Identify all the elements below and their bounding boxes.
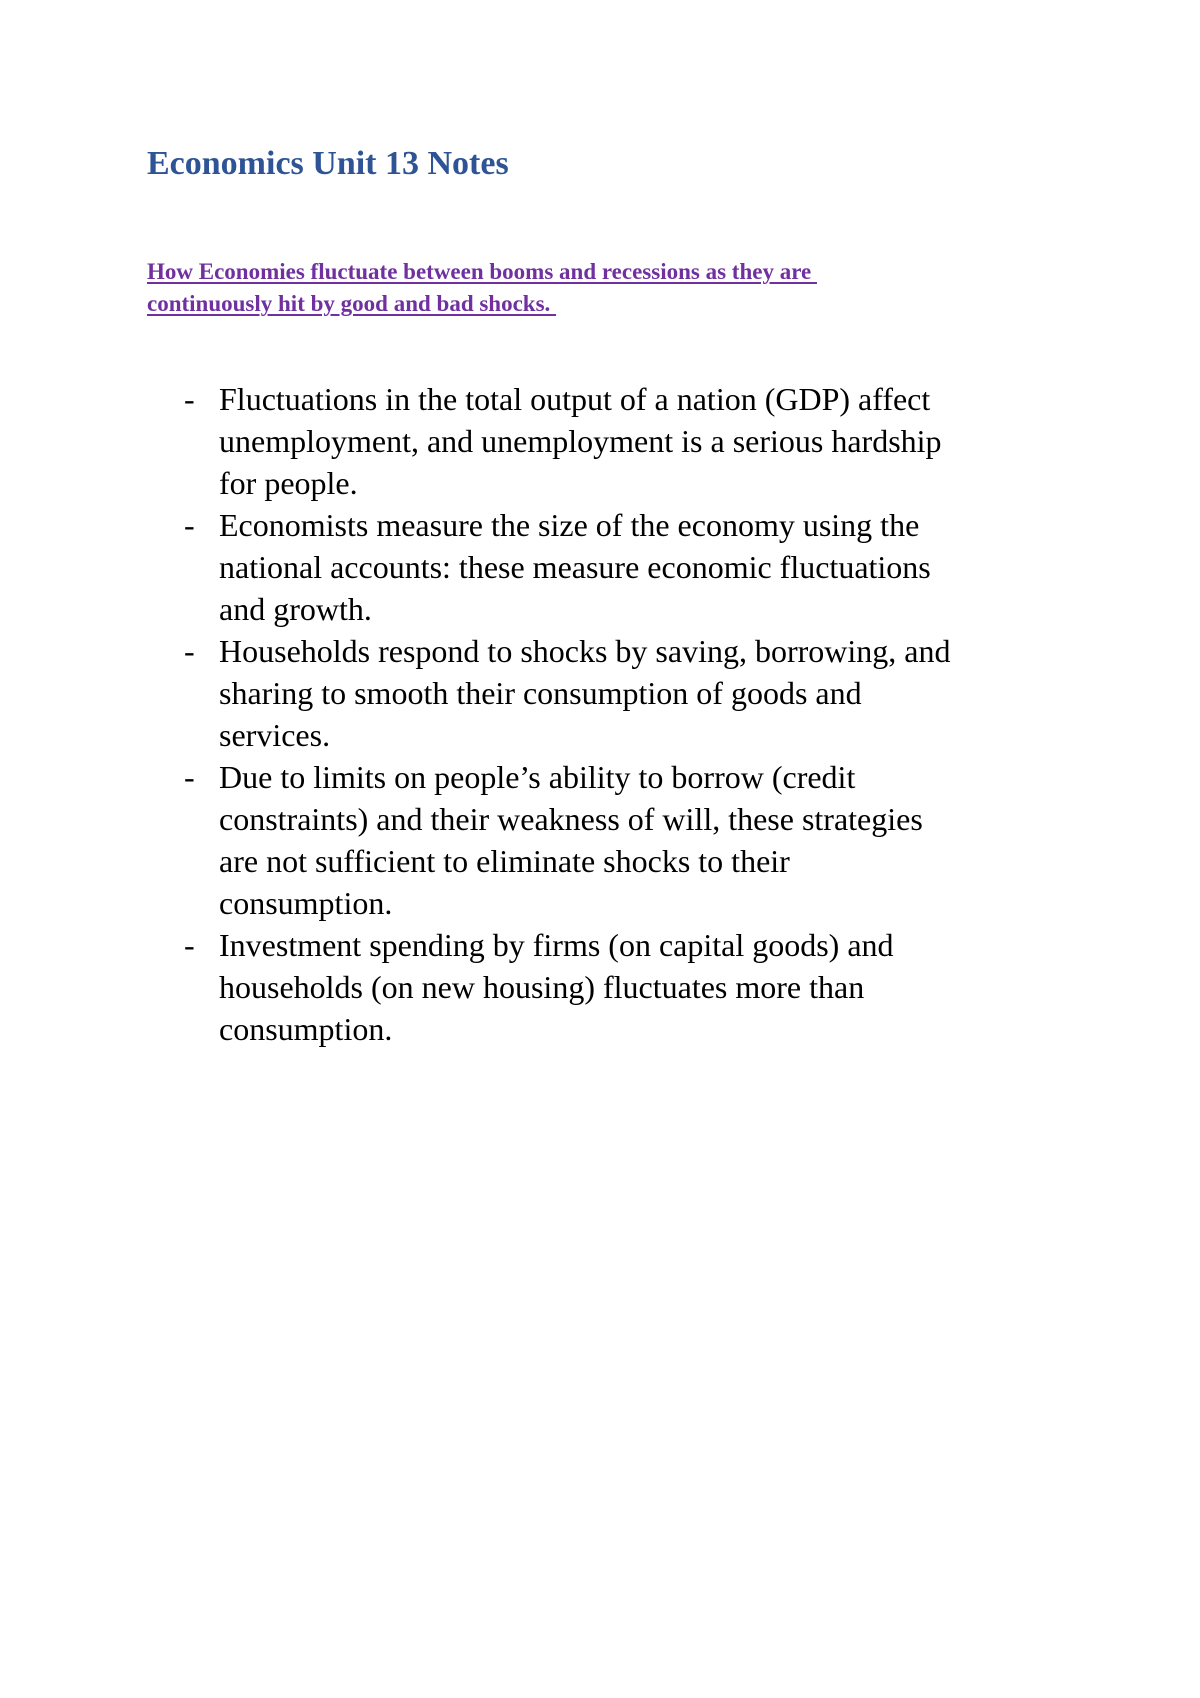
page-title: Economics Unit 13 Notes bbox=[147, 145, 509, 182]
bullet-item bbox=[0, 756, 1200, 924]
bullet-line: Economists measure the size of the economy using the bbox=[219, 507, 920, 543]
bullet-line: sharing to smooth their consumption of goods and bbox=[219, 675, 862, 711]
bullet-line: Investment spending by firms (on capital goods) and bbox=[219, 927, 894, 963]
bullet-dash: - bbox=[184, 381, 195, 417]
bullet-line: Due to limits on people’s ability to borrow (credit bbox=[219, 759, 856, 795]
bullet-line: national accounts: these measure economic fluctuations bbox=[219, 549, 931, 585]
bullet-list bbox=[0, 378, 1200, 1050]
bullet-line: services. bbox=[219, 717, 331, 753]
bullet-line: are not sufficient to eliminate shocks to their bbox=[219, 843, 790, 879]
bullet-text bbox=[219, 504, 1099, 630]
bullet-item bbox=[0, 630, 1200, 756]
bullet-item bbox=[0, 924, 1200, 1050]
bullet-dash: - bbox=[184, 507, 195, 543]
bullet-line: for people. bbox=[219, 465, 358, 501]
bullet-line: Fluctuations in the total output of a nation (GDP) affect bbox=[219, 381, 931, 417]
bullet-text bbox=[219, 378, 1099, 504]
subtitle-line: continuously hit by good and bad shocks. bbox=[147, 291, 557, 316]
bullet-dash: - bbox=[184, 759, 195, 795]
bullet-dash: - bbox=[184, 633, 195, 669]
bullet-item bbox=[0, 504, 1200, 630]
subtitle-line: How Economies fluctuate between booms and recessions as they are bbox=[147, 259, 817, 284]
bullet-dash: - bbox=[184, 927, 195, 963]
bullet-line: unemployment, and unemployment is a serious hardship bbox=[219, 423, 942, 459]
bullet-line: consumption. bbox=[219, 1011, 393, 1047]
bullet-line: and growth. bbox=[219, 591, 372, 627]
bullet-line: households (on new housing) fluctuates more than bbox=[219, 969, 865, 1005]
bullet-line: consumption. bbox=[219, 885, 393, 921]
bullet-line: constraints) and their weakness of will, these strategies bbox=[219, 801, 923, 837]
bullet-line: Households respond to shocks by saving, borrowing, and bbox=[219, 633, 951, 669]
bullet-text bbox=[219, 756, 1099, 924]
section-subtitle bbox=[147, 256, 1027, 320]
bullet-item bbox=[0, 378, 1200, 504]
bullet-text bbox=[219, 630, 1099, 756]
bullet-text bbox=[219, 924, 1099, 1050]
